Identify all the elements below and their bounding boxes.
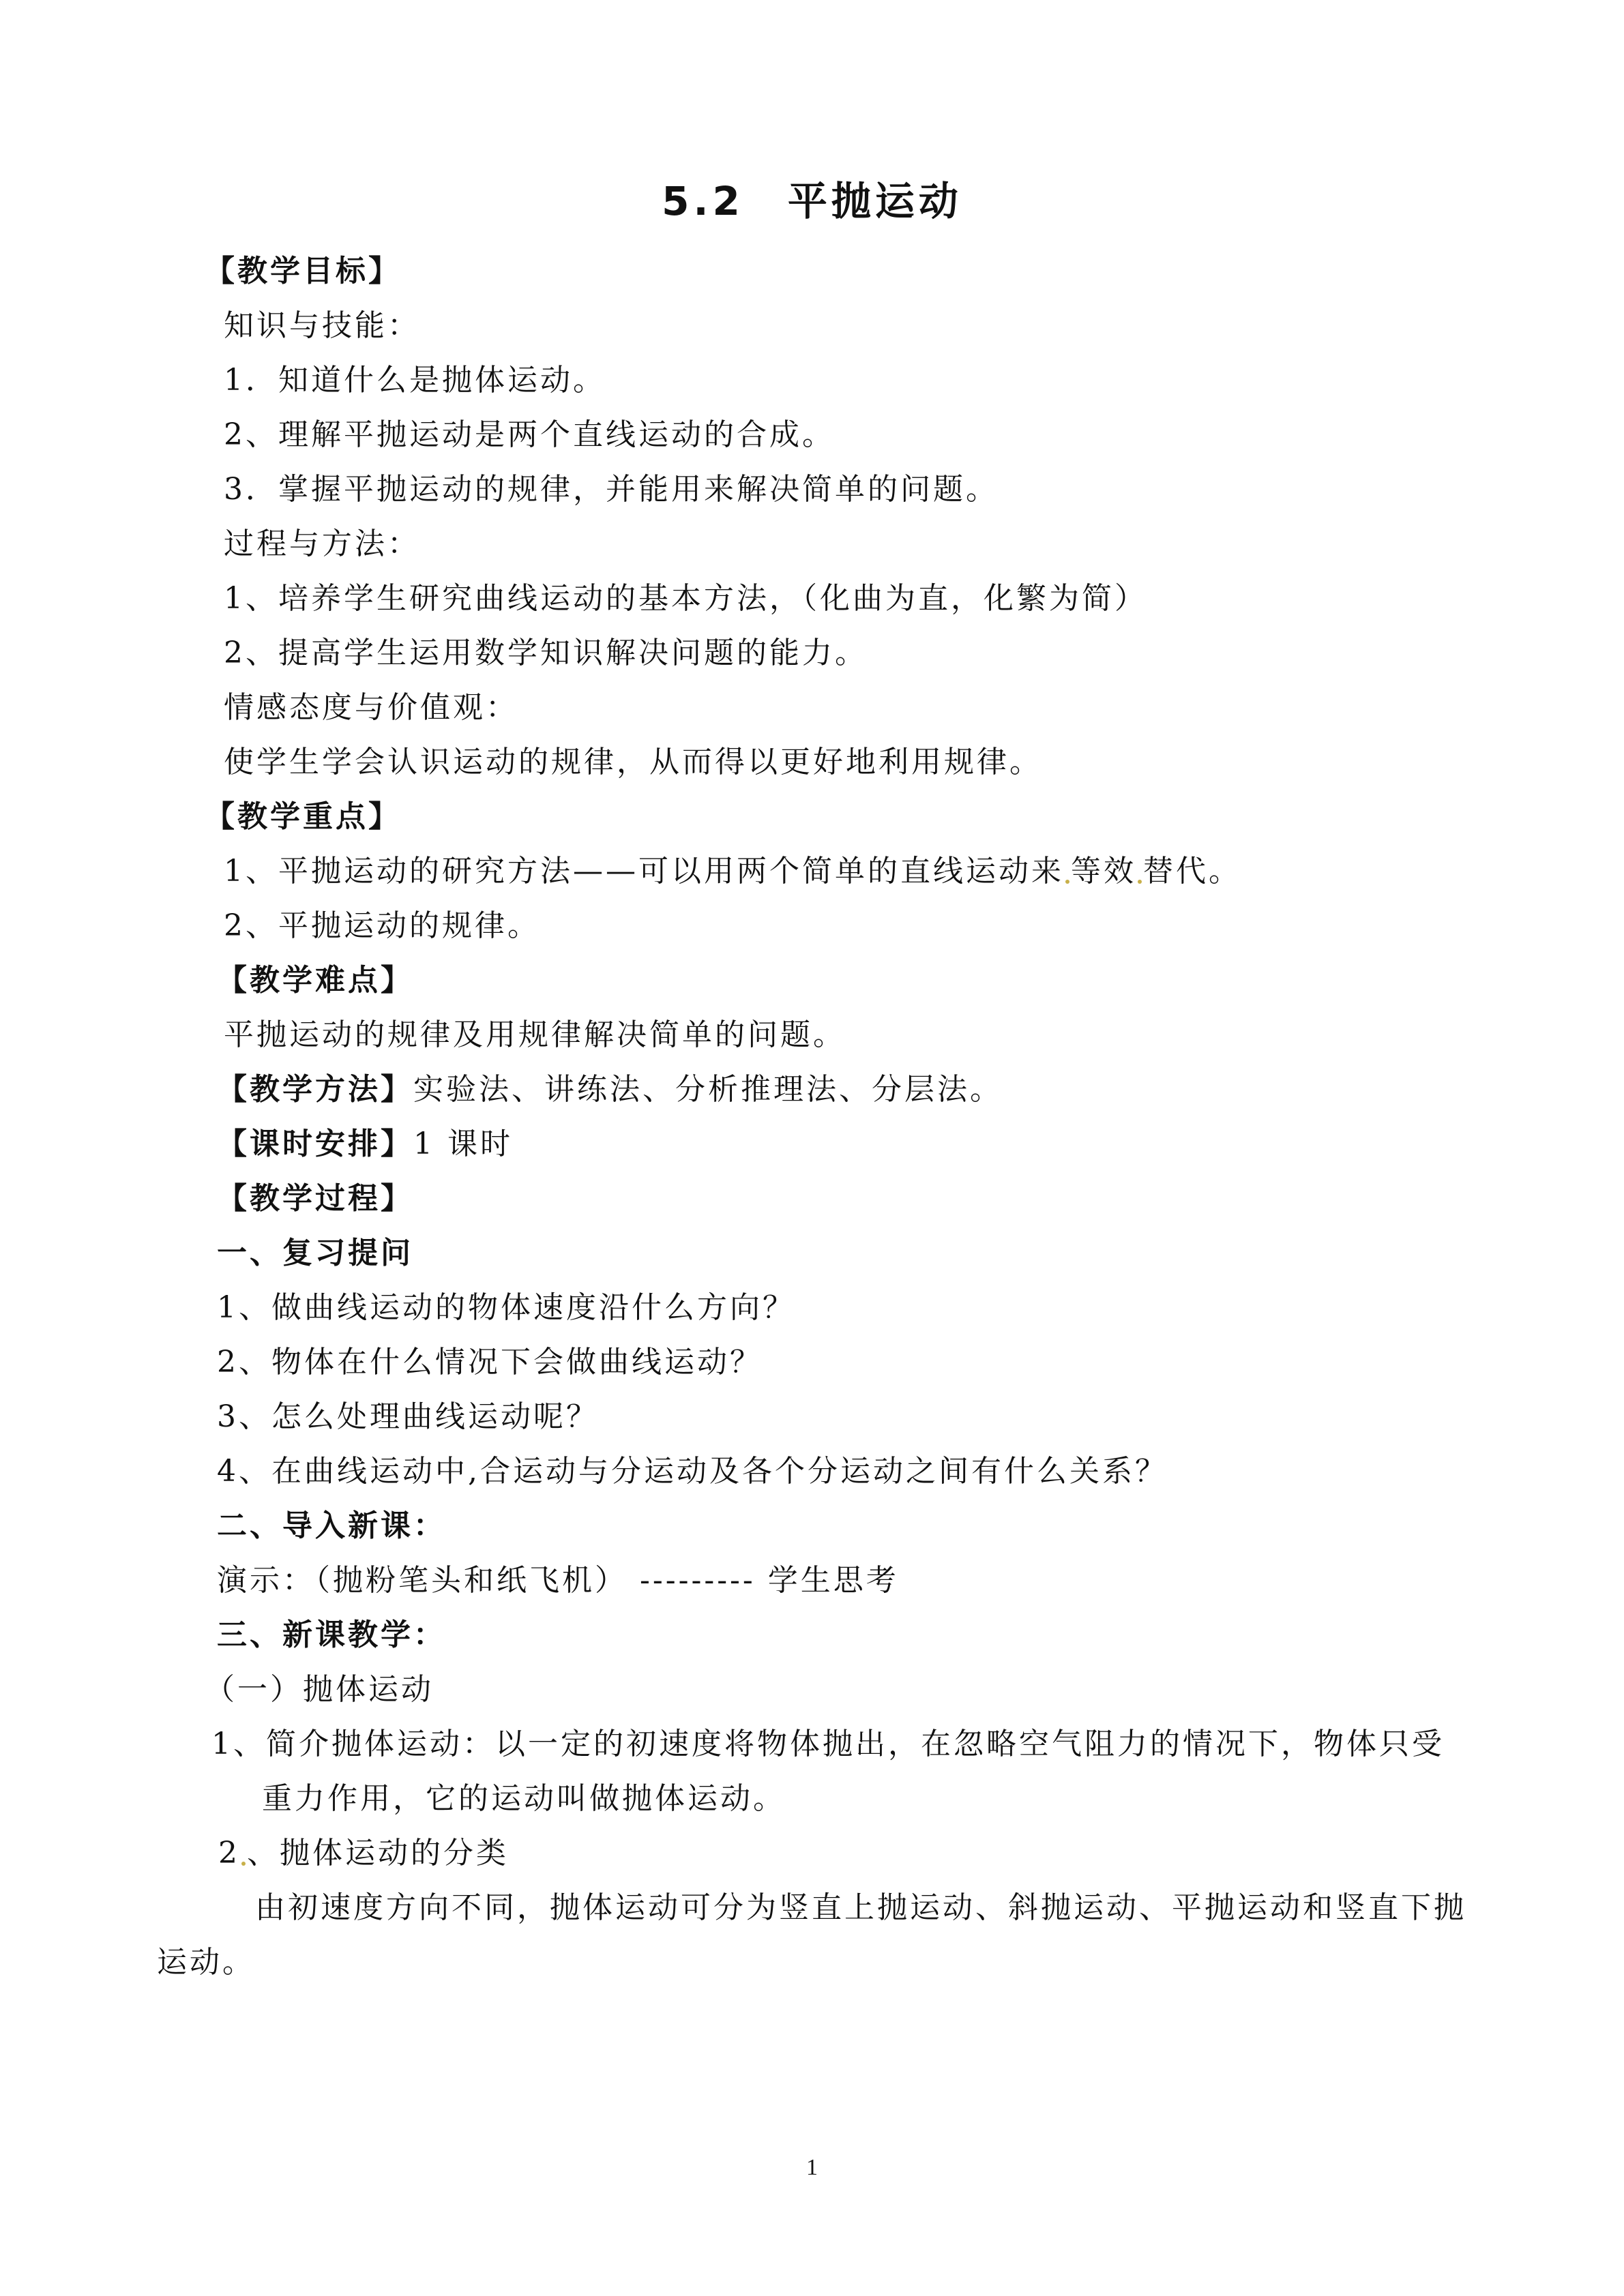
heading-teaching-objectives: 【教学目标】 [205, 254, 401, 288]
key-point-1-emphasis: 等效 [1071, 854, 1136, 889]
objective-1: 1．知道什么是抛体运动。 [224, 363, 606, 398]
projectile-classification-heading [218, 1833, 509, 1874]
page-title: 5.2 平抛运动 [662, 178, 962, 224]
mark-dot [241, 1862, 246, 1866]
subheading-knowledge-skills: 知识与技能： [224, 308, 420, 343]
section-new-lesson-teaching: 三、新课教学： [217, 1617, 446, 1652]
classification-paragraph-line-1: 由初速度方向不同，抛体运动可分为竖直上抛运动、斜抛运动、平抛运动和竖直下抛 [255, 1890, 1466, 1925]
heading-teaching-process: 【教学过程】 [217, 1181, 413, 1216]
review-question-4: 4、在曲线运动中,合运动与分运动及各个分运动之间有什么关系？ [217, 1454, 1168, 1489]
review-question-2: 2、物体在什么情况下会做曲线运动？ [217, 1345, 763, 1380]
section-new-lesson-intro: 二、导入新课： [217, 1508, 446, 1543]
projectile-intro-line-2: 重力作用，它的运动叫做抛体运动。 [262, 1781, 786, 1816]
mark-dot [1065, 880, 1069, 884]
page-number: 1 [806, 2155, 818, 2180]
attitude-1: 使学生学会认识运动的规律，从而得以更好地利用规律。 [224, 745, 1042, 779]
key-point-1 [224, 851, 1241, 892]
review-question-1: 1、做曲线运动的物体速度沿什么方向？ [217, 1290, 795, 1325]
teaching-methods [217, 1069, 1003, 1110]
heading-difficulties: 【教学难点】 [217, 963, 413, 998]
subsection-projectile-motion: （一）抛体运动 [205, 1672, 434, 1707]
teaching-methods-text: 实验法、讲练法、分析推理法、分层法。 [413, 1072, 1003, 1107]
heading-class-schedule: 【课时安排】 [217, 1127, 413, 1161]
projectile-intro-line-1: 1、简介抛体运动：以一定的初速度将物体抛出，在忽略空气阻力的情况下，物体只受 [211, 1727, 1445, 1761]
heading-teaching-methods: 【教学方法】 [217, 1072, 413, 1107]
mark-dot [1138, 880, 1142, 884]
difficulty-1: 平抛运动的规律及用规律解决简单的问题。 [224, 1017, 846, 1052]
key-point-2: 2、平抛运动的规律。 [224, 908, 540, 943]
classification-paragraph-line-2: 运动。 [157, 1945, 255, 1980]
process-1: 1、培养学生研究曲线运动的基本方法，（化曲为直，化繁为简） [224, 581, 1147, 616]
section-review-questions: 一、复习提问 [217, 1236, 413, 1270]
key-point-1-text: 1、平抛运动的研究方法——可以用两个简单的直线运动来 [224, 854, 1064, 889]
class-schedule-text: 1 课时 [413, 1127, 513, 1161]
heading-key-points: 【教学重点】 [205, 799, 401, 834]
review-question-3: 3、怎么处理曲线运动呢？ [217, 1399, 599, 1434]
subheading-process-method: 过程与方法： [224, 526, 420, 561]
process-2: 2、提高学生运用数学知识解决问题的能力。 [224, 636, 868, 670]
objective-3: 3．掌握平抛运动的规律，并能用来解决简单的问题。 [224, 472, 999, 507]
class-schedule [217, 1124, 513, 1165]
classification-text: 、抛体运动的分类 [247, 1836, 509, 1870]
key-point-1-tail: 替代。 [1143, 854, 1241, 889]
objective-2: 2、理解平抛运动是两个直线运动的合成。 [224, 417, 835, 452]
classification-number: 2 [218, 1836, 240, 1870]
demo-line: 演示：（抛粉笔头和纸飞机） --------- 学生思考 [217, 1563, 899, 1598]
subheading-attitude-values: 情感态度与价值观： [224, 690, 518, 725]
